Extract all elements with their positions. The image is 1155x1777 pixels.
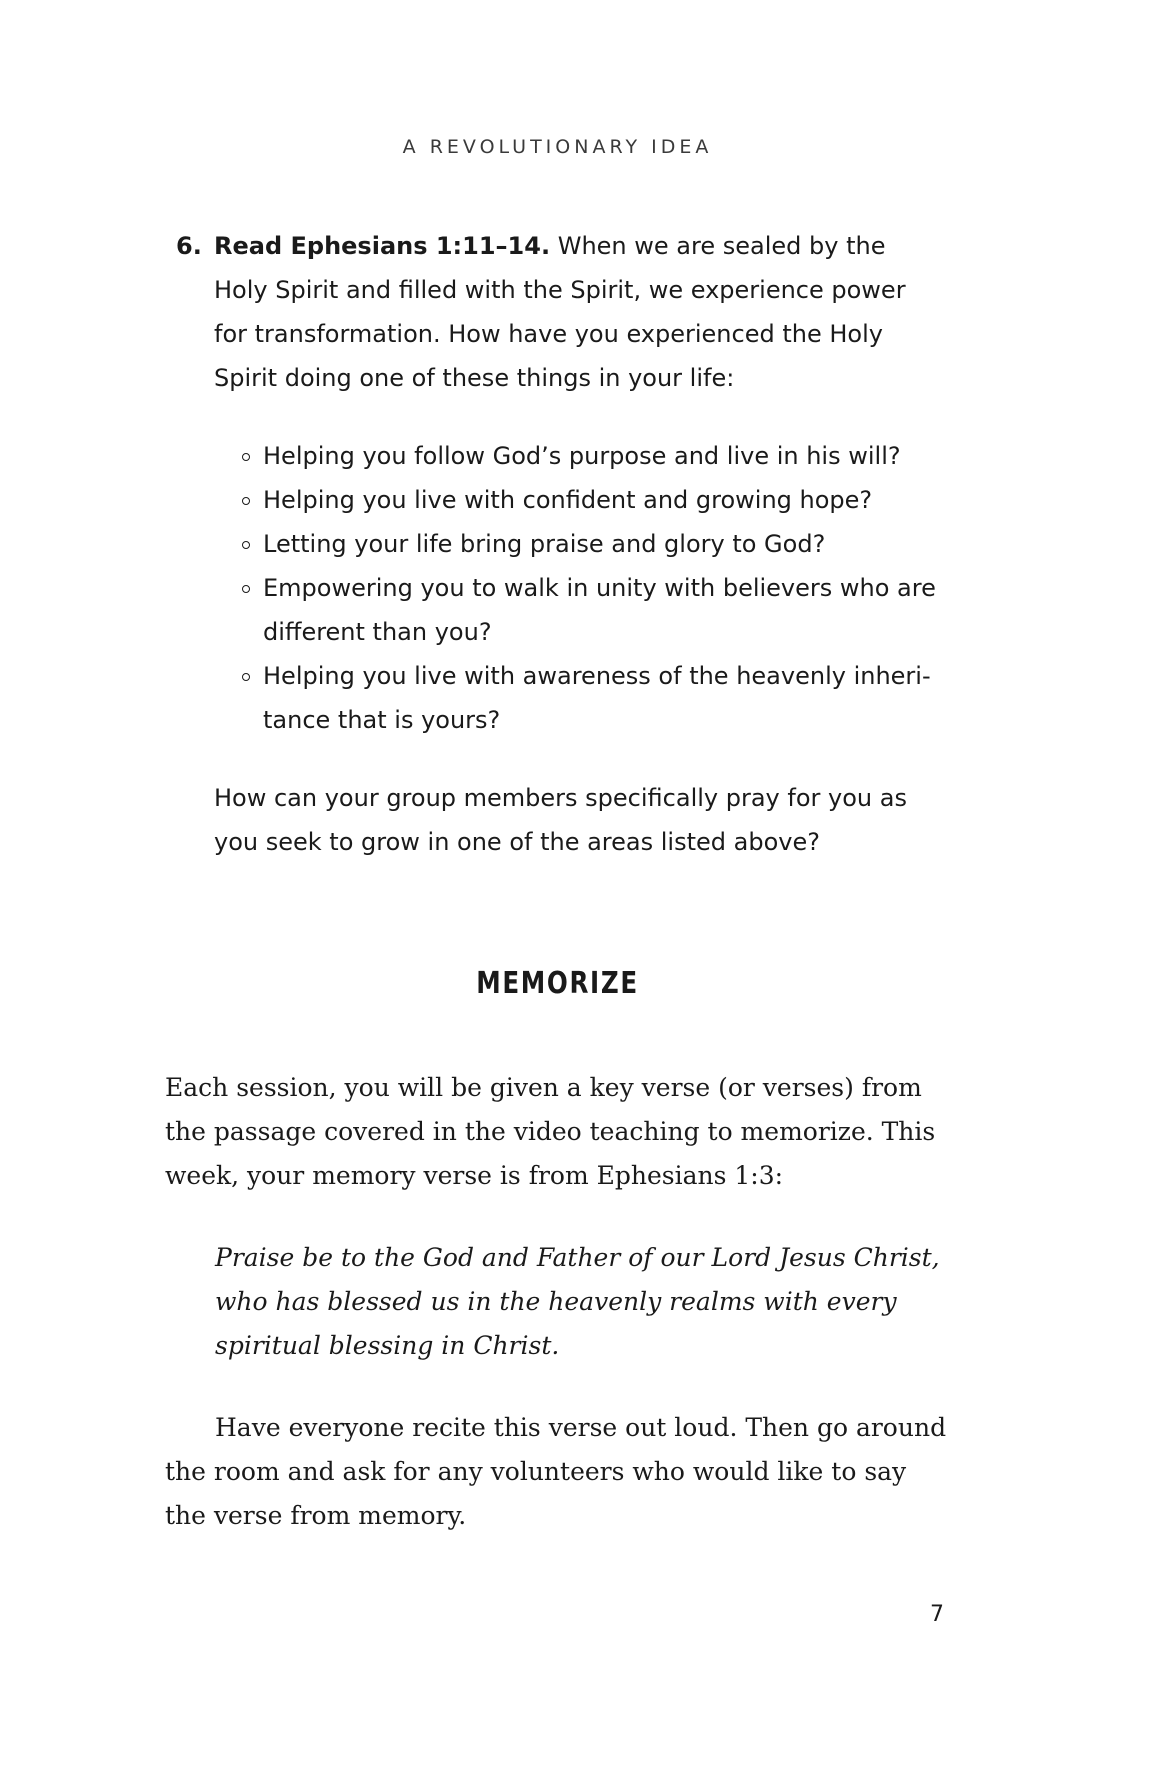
list-item [214,522,946,566]
section-heading: MEMORIZE [476,966,639,1001]
bullet-list [214,434,946,742]
question-body [214,224,946,400]
scripture-reference: Read Ephesians 1:11–14. [214,232,551,260]
bullet-circle-icon [242,541,250,549]
question-number: 6. [176,232,202,260]
followup-question: How can your group members specifically pray for you as you seek to grow in one of the areas listed above? [214,784,907,856]
running-head: A REVOLUTIONARY IDEA [402,136,713,158]
discussion-question [176,224,946,864]
list-item-text: Helping you live with confident and growing hope? [263,486,873,514]
list-item-text: Letting your life bring praise and glory to God? [263,530,826,558]
list-item-text: Empowering you to walk in unity with believers who are different than you? [263,574,936,646]
bullet-circle-icon [242,453,250,461]
list-item [214,478,946,522]
memory-verse: Praise be to the God and Father of our Lord Jesus Christ, who has blessed us in the heavenly realms with every spiritual blessing in Christ. [215,1243,940,1360]
page-number: 7 [930,1602,944,1627]
list-item [214,566,946,654]
memorize-section [165,1066,950,1538]
bullet-circle-icon [242,585,250,593]
list-item-text: Helping you live with awareness of the heavenly inheri-tance that is yours? [263,662,931,734]
question-text: When we are sealed by the Holy Spirit and filled with the Spirit, we experience power for transformation. How have you experienced the Holy Spirit doing one of these things in your life: [214,232,906,392]
closing-paragraph: Have everyone recite this verse out loud. Then go around the room and ask for any volunteers who would like to say the verse from memory. [165,1413,947,1530]
list-item [214,654,946,742]
bullet-circle-icon [242,497,250,505]
list-item [214,434,946,478]
bullet-circle-icon [242,673,250,681]
memorize-intro: Each session, you will be given a key verse (or verses) from the passage covered in the video teaching to memorize. This week, your memory verse is from Ephesians 1:3: [165,1073,936,1190]
list-item-text: Helping you follow God’s purpose and live in his will? [263,442,901,470]
